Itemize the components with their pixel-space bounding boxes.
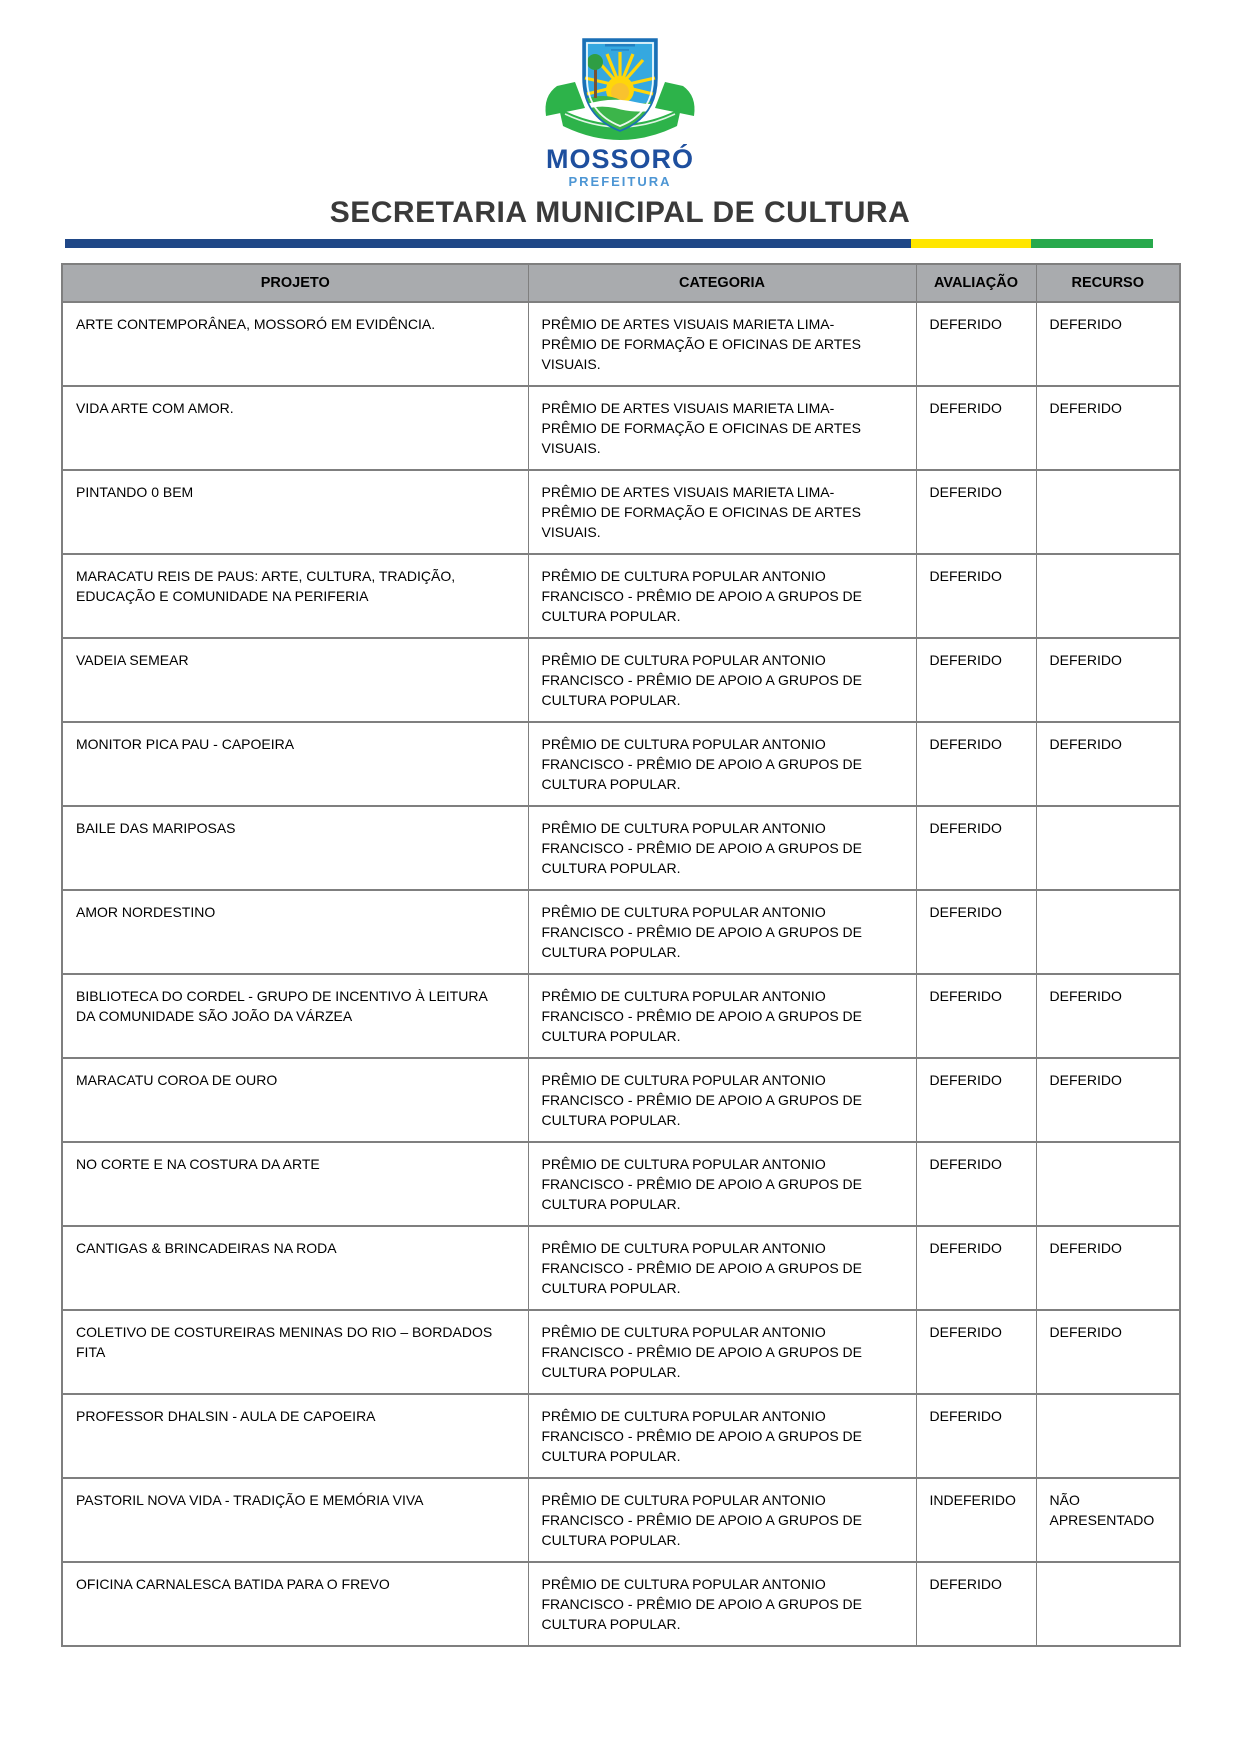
categoria-cell: PRÊMIO DE CULTURA POPULAR ANTONIO FRANCISCO - PRÊMIO DE APOIO A GRUPOS DE CULTURA POPULAR. — [528, 1226, 916, 1310]
table-header-row — [62, 264, 1180, 302]
avaliacao-cell: DEFERIDO — [916, 1562, 1036, 1646]
categoria-cell: PRÊMIO DE ARTES VISUAIS MARIETA LIMA- PRÊMIO DE FORMAÇÃO E OFICINAS DE ARTES VISUAIS. — [528, 386, 916, 470]
table-row — [62, 386, 1180, 470]
categoria-cell: PRÊMIO DE CULTURA POPULAR ANTONIO FRANCISCO - PRÊMIO DE APOIO A GRUPOS DE CULTURA POPULAR. — [528, 1310, 916, 1394]
table-row — [62, 1478, 1180, 1562]
table-row — [62, 638, 1180, 722]
projeto-cell: MARACATU COROA DE OURO — [62, 1058, 528, 1142]
recurso-cell: DEFERIDO — [1036, 722, 1180, 806]
projects-table — [61, 263, 1181, 1647]
categoria-cell: PRÊMIO DE CULTURA POPULAR ANTONIO FRANCISCO - PRÊMIO DE APOIO A GRUPOS DE CULTURA POPULAR. — [528, 638, 916, 722]
table-row — [62, 890, 1180, 974]
column-header-avaliacao: AVALIAÇÃO — [916, 264, 1036, 302]
projeto-cell: ARTE CONTEMPORÂNEA, MOSSORÓ EM EVIDÊNCIA. — [62, 302, 528, 386]
table-row — [62, 1394, 1180, 1478]
table-row — [62, 470, 1180, 554]
categoria-cell: PRÊMIO DE CULTURA POPULAR ANTONIO FRANCISCO - PRÊMIO DE APOIO A GRUPOS DE CULTURA POPULAR. — [528, 1394, 916, 1478]
document-header — [0, 0, 1240, 228]
categoria-cell: PRÊMIO DE CULTURA POPULAR ANTONIO FRANCISCO - PRÊMIO DE APOIO A GRUPOS DE CULTURA POPULAR. — [528, 1142, 916, 1226]
recurso-cell — [1036, 806, 1180, 890]
projeto-cell: PINTANDO 0 BEM — [62, 470, 528, 554]
avaliacao-cell: DEFERIDO — [916, 974, 1036, 1058]
avaliacao-cell: DEFERIDO — [916, 890, 1036, 974]
projeto-cell: AMOR NORDESTINO — [62, 890, 528, 974]
projeto-cell: BIBLIOTECA DO CORDEL - GRUPO DE INCENTIVO À LEITURA DA COMUNIDADE SÃO JOÃO DA VÁRZEA — [62, 974, 528, 1058]
avaliacao-cell: DEFERIDO — [916, 1394, 1036, 1478]
avaliacao-cell: DEFERIDO — [916, 722, 1036, 806]
table-row — [62, 1058, 1180, 1142]
tree-trunk — [594, 66, 597, 98]
recurso-cell: DEFERIDO — [1036, 1310, 1180, 1394]
avaliacao-cell: DEFERIDO — [916, 1142, 1036, 1226]
avaliacao-cell: DEFERIDO — [916, 554, 1036, 638]
categoria-cell: PRÊMIO DE CULTURA POPULAR ANTONIO FRANCISCO - PRÊMIO DE APOIO A GRUPOS DE CULTURA POPULAR. — [528, 1058, 916, 1142]
tree-icon — [587, 54, 603, 70]
mossoro-coat-of-arms-icon — [525, 34, 715, 142]
projeto-cell: PROFESSOR DHALSIN - AULA DE CAPOEIRA — [62, 1394, 528, 1478]
projeto-cell: MONITOR PICA PAU - CAPOEIRA — [62, 722, 528, 806]
column-header-categoria: CATEGORIA — [528, 264, 916, 302]
divider-yellow-segment — [911, 239, 1031, 248]
recurso-cell: DEFERIDO — [1036, 1058, 1180, 1142]
page-title: SECRETARIA MUNICIPAL DE CULTURA — [329, 196, 911, 230]
ribbon-right-wing — [655, 82, 695, 116]
projeto-cell: NO CORTE E NA COSTURA DA ARTE — [62, 1142, 528, 1226]
logo-subtitle: PREFEITURA — [568, 174, 672, 189]
recurso-cell: NÃO APRESENTADO — [1036, 1478, 1180, 1562]
categoria-cell: PRÊMIO DE ARTES VISUAIS MARIETA LIMA- PRÊMIO DE FORMAÇÃO E OFICINAS DE ARTES VISUAIS. — [528, 302, 916, 386]
recurso-cell — [1036, 470, 1180, 554]
table-row — [62, 1142, 1180, 1226]
table-row — [62, 806, 1180, 890]
recurso-cell: DEFERIDO — [1036, 638, 1180, 722]
recurso-cell — [1036, 1394, 1180, 1478]
recurso-cell — [1036, 1562, 1180, 1646]
table-row — [62, 722, 1180, 806]
avaliacao-cell: INDEFERIDO — [916, 1478, 1036, 1562]
categoria-cell: PRÊMIO DE ARTES VISUAIS MARIETA LIMA- PRÊMIO DE FORMAÇÃO E OFICINAS DE ARTES VISUAIS. — [528, 470, 916, 554]
projeto-cell: OFICINA CARNALESCA BATIDA PARA O FREVO — [62, 1562, 528, 1646]
logo-city-name: MOSSORÓ — [545, 144, 694, 174]
projeto-cell: BAILE DAS MARIPOSAS — [62, 806, 528, 890]
ribbon-left-wing — [545, 82, 585, 116]
column-header-projeto: PROJETO — [62, 264, 528, 302]
avaliacao-cell: DEFERIDO — [916, 1058, 1036, 1142]
table-row — [62, 1226, 1180, 1310]
tricolor-divider — [65, 239, 1153, 248]
avaliacao-cell: DEFERIDO — [916, 1310, 1036, 1394]
avaliacao-cell: DEFERIDO — [916, 806, 1036, 890]
avaliacao-cell: DEFERIDO — [916, 302, 1036, 386]
projeto-cell: COLETIVO DE COSTUREIRAS MENINAS DO RIO – BORDADOS FITA — [62, 1310, 528, 1394]
divider-blue-segment — [65, 239, 911, 248]
projeto-cell: MARACATU REIS DE PAUS: ARTE, CULTURA, TRADIÇÃO, EDUCAÇÃO E COMUNIDADE NA PERIFERIA — [62, 554, 528, 638]
table-container — [61, 263, 1240, 1647]
categoria-cell: PRÊMIO DE CULTURA POPULAR ANTONIO FRANCISCO - PRÊMIO DE APOIO A GRUPOS DE CULTURA POPULAR. — [528, 1562, 916, 1646]
recurso-cell: DEFERIDO — [1036, 1226, 1180, 1310]
recurso-cell: DEFERIDO — [1036, 302, 1180, 386]
recurso-cell: DEFERIDO — [1036, 974, 1180, 1058]
divider-green-segment — [1031, 239, 1153, 248]
recurso-cell — [1036, 1142, 1180, 1226]
table-row — [62, 1310, 1180, 1394]
categoria-cell: PRÊMIO DE CULTURA POPULAR ANTONIO FRANCISCO - PRÊMIO DE APOIO A GRUPOS DE CULTURA POPULAR. — [528, 806, 916, 890]
categoria-cell: PRÊMIO DE CULTURA POPULAR ANTONIO FRANCISCO - PRÊMIO DE APOIO A GRUPOS DE CULTURA POPULAR. — [528, 974, 916, 1058]
recurso-cell — [1036, 890, 1180, 974]
avaliacao-cell: DEFERIDO — [916, 638, 1036, 722]
categoria-cell: PRÊMIO DE CULTURA POPULAR ANTONIO FRANCISCO - PRÊMIO DE APOIO A GRUPOS DE CULTURA POPULAR. — [528, 722, 916, 806]
table-row — [62, 554, 1180, 638]
projeto-cell: PASTORIL NOVA VIDA - TRADIÇÃO E MEMÓRIA VIVA — [62, 1478, 528, 1562]
table-row — [62, 974, 1180, 1058]
table-body — [62, 302, 1180, 1646]
categoria-cell: PRÊMIO DE CULTURA POPULAR ANTONIO FRANCISCO - PRÊMIO DE APOIO A GRUPOS DE CULTURA POPULAR. — [528, 890, 916, 974]
column-header-recurso: RECURSO — [1036, 264, 1180, 302]
avaliacao-cell: DEFERIDO — [916, 470, 1036, 554]
table-row — [62, 1562, 1180, 1646]
table-row — [62, 302, 1180, 386]
projeto-cell: CANTIGAS & BRINCADEIRAS NA RODA — [62, 1226, 528, 1310]
avaliacao-cell: DEFERIDO — [916, 386, 1036, 470]
projeto-cell: VADEIA SEMEAR — [62, 638, 528, 722]
recurso-cell — [1036, 554, 1180, 638]
recurso-cell: DEFERIDO — [1036, 386, 1180, 470]
categoria-cell: PRÊMIO DE CULTURA POPULAR ANTONIO FRANCISCO - PRÊMIO DE APOIO A GRUPOS DE CULTURA POPULAR. — [528, 554, 916, 638]
projeto-cell: VIDA ARTE COM AMOR. — [62, 386, 528, 470]
categoria-cell: PRÊMIO DE CULTURA POPULAR ANTONIO FRANCISCO - PRÊMIO DE APOIO A GRUPOS DE CULTURA POPULAR. — [528, 1478, 916, 1562]
avaliacao-cell: DEFERIDO — [916, 1226, 1036, 1310]
